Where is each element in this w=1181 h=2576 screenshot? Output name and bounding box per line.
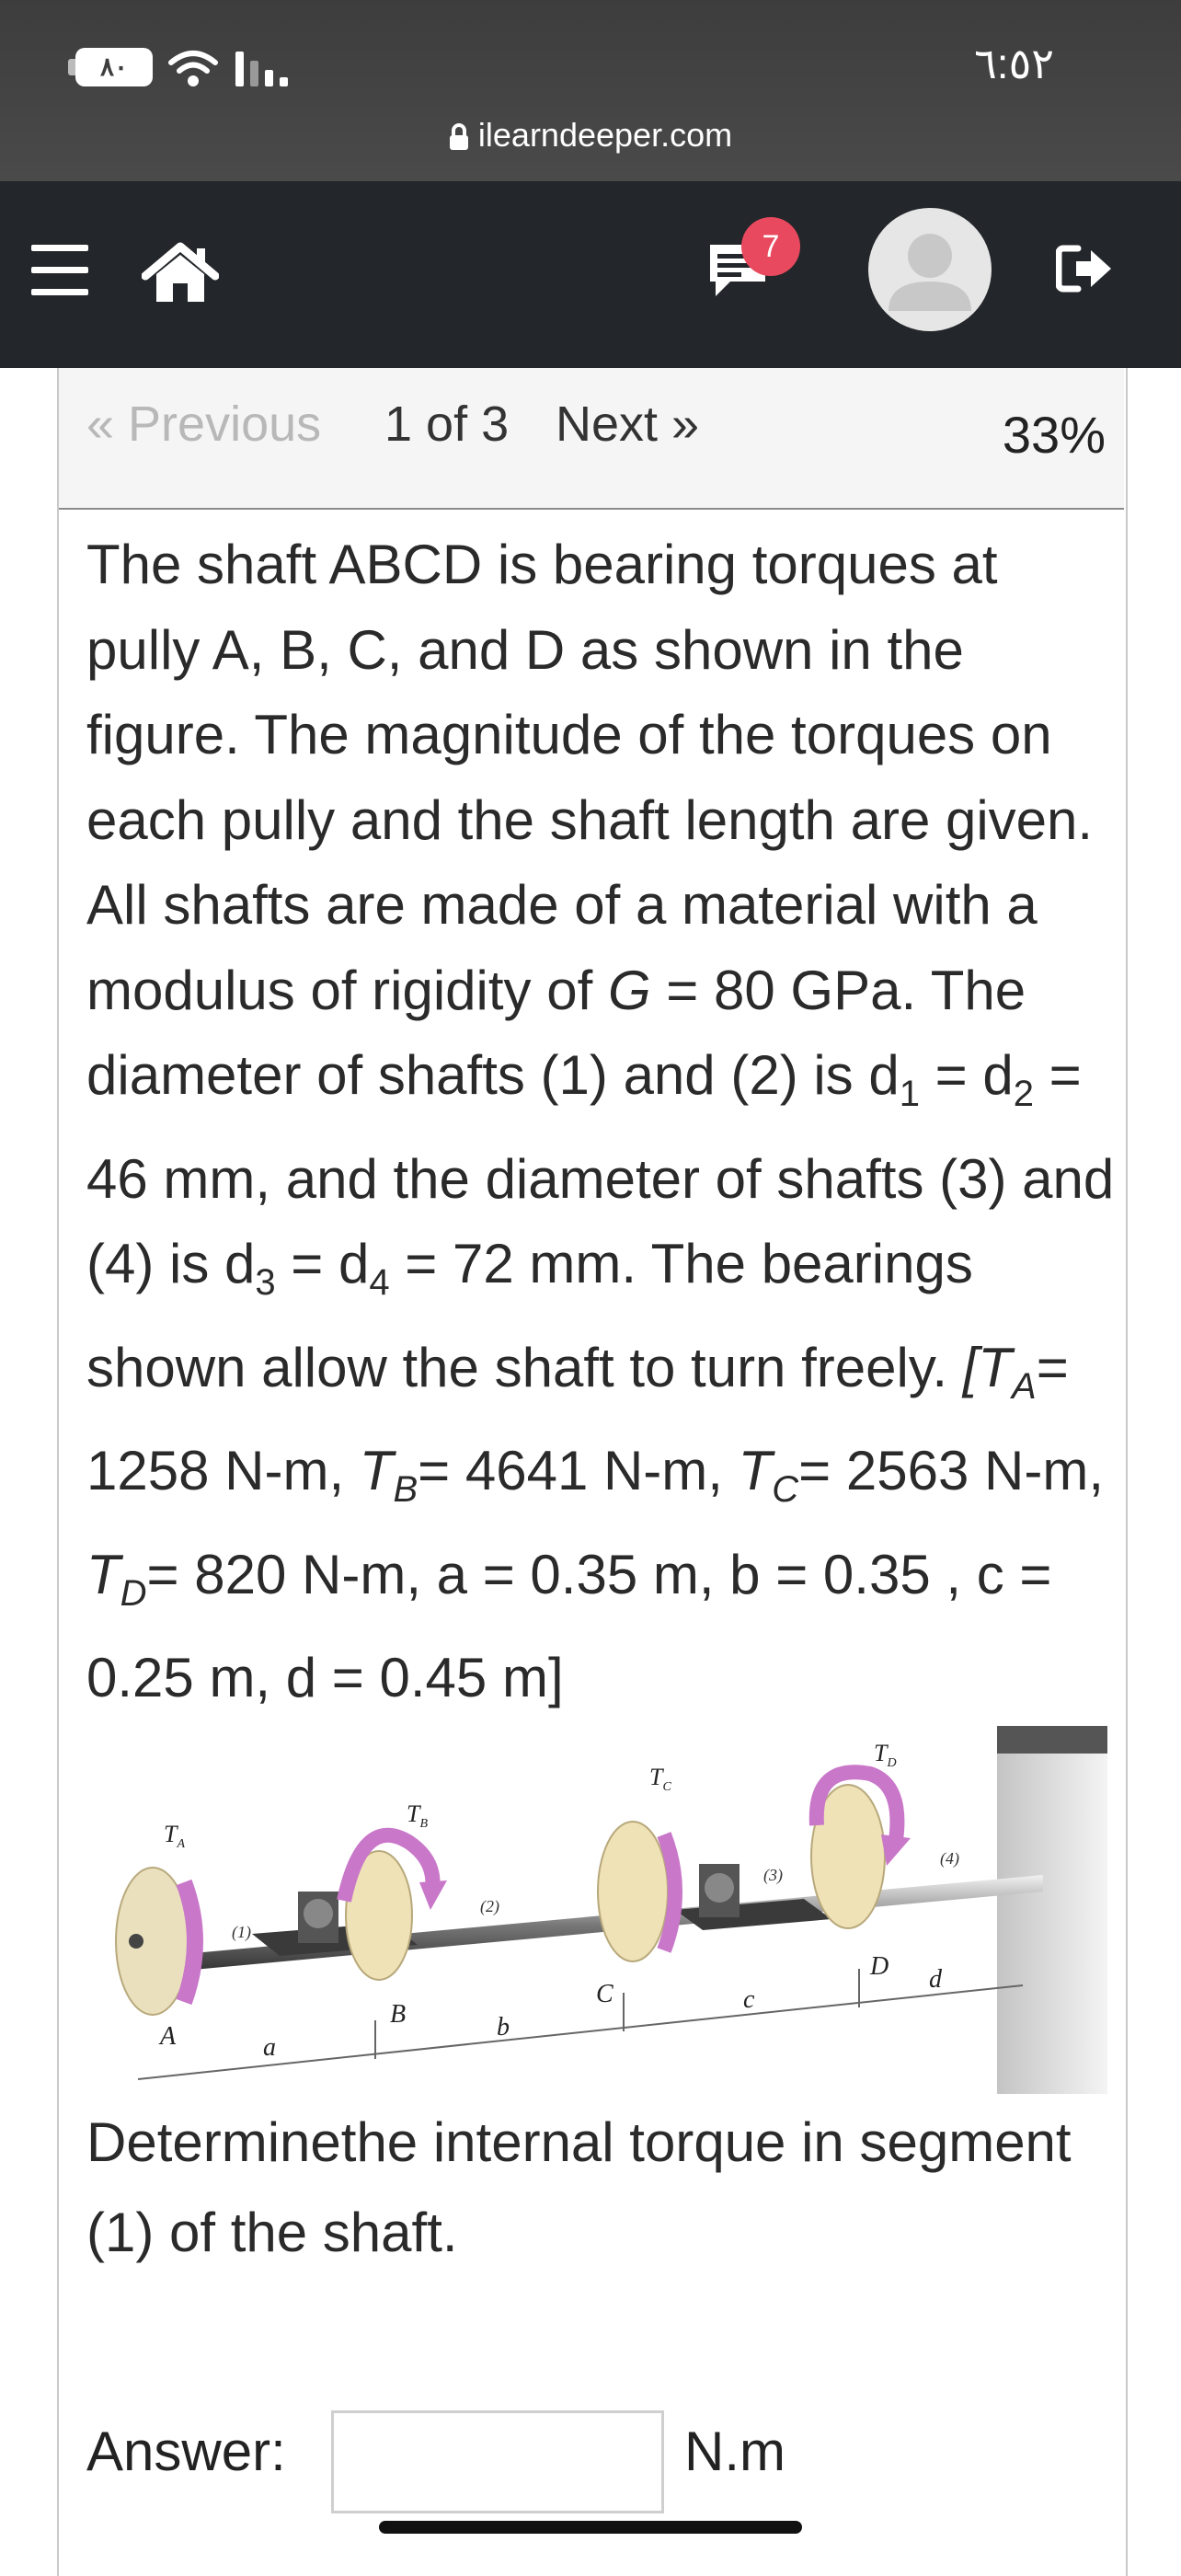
answer-label: Answer: [86, 2421, 286, 2482]
torque-label-b: $T_B$ [407, 1800, 429, 1831]
lock-icon [449, 123, 469, 151]
dim-label-b: b [497, 2013, 510, 2041]
torque-label-a: $T_A$ [164, 1821, 186, 1851]
battery-tip [68, 59, 75, 75]
dim-label-d: d [929, 1965, 942, 1994]
segment-label-1: (1) [232, 1923, 251, 1941]
progress-percent: 33% [1002, 406, 1106, 464]
question-prompt: Determinethe internal torque in segment (1) of the shaft. [86, 2111, 1072, 2263]
shaft-diagram [86, 1726, 1107, 2099]
segment-label-3: (3) [763, 1866, 783, 1884]
pulley-label-d: D [870, 1952, 889, 1981]
status-bar [0, 0, 1181, 181]
url-bar[interactable] [0, 116, 1181, 155]
home-icon[interactable] [142, 241, 219, 305]
notification-badge[interactable]: 7 [741, 217, 800, 276]
pulley-label-c: C [596, 1980, 613, 2008]
menu-icon[interactable] [31, 245, 88, 296]
segment-label-4: (4) [940, 1849, 959, 1868]
question-count: 1 of 3 [384, 397, 510, 452]
wifi-icon [167, 48, 219, 88]
torque-label-d: $T_D$ [874, 1740, 897, 1770]
battery-indicator: ٨٠ [75, 48, 153, 86]
question-pager [59, 368, 1124, 510]
dim-label-a: a [263, 2033, 276, 2062]
pulley-label-a: A [160, 2022, 177, 2051]
next-link[interactable]: Next » [556, 397, 700, 452]
user-silhouette-icon [868, 208, 992, 331]
dim-label-c: c [743, 1985, 755, 2014]
fixed-wall [997, 1726, 1107, 2094]
pulley-a [116, 1868, 195, 2015]
torque-label-c: $T_C$ [649, 1764, 671, 1794]
shaft [123, 1875, 1043, 1976]
pulley-b [344, 1835, 447, 1980]
segment-label-2: (2) [480, 1897, 499, 1915]
user-avatar[interactable] [868, 208, 992, 331]
logout-icon[interactable] [1056, 243, 1113, 294]
clock: ٦:٥٢ [974, 40, 1054, 87]
pulley-label-b: B [390, 2000, 407, 2029]
home-indicator [379, 2521, 802, 2534]
answer-input[interactable] [331, 2410, 664, 2513]
wall-top [997, 1726, 1107, 1754]
answer-unit: N.m [684, 2421, 785, 2482]
dimension-line [138, 1985, 1023, 2079]
cellular-signal-icon [235, 52, 292, 88]
question-text: The shaft ABCD is bearing torques at pully A, B, C, and D as shown in the figure. The magnitude of the torques on each pully and the shaft length are given. All shafts are made of a material with a modulus of rigidity of G = 80 GPa. The diameter of shafts (1) and (2) is $d_1 = d_2 = 46$ mm, and the diameter of shafts (3) and (4) is $d_3 = d_4 = 72$ mm. The bearings shown allow the shaft to turn freely. [$T_A= 1258$ N-m, $T_B= 4641$ N-m, $T_C= 2563$ N-m, $T_D= 820$ N-m, a = 0.35 m, b = 0.35 , c = 0.25 m, d = 0.45 m] [86, 534, 1115, 1708]
pulley-c [598, 1822, 675, 1961]
url-text: ilearndeeper.com [477, 116, 733, 154]
previous-link[interactable]: « Previous [86, 397, 322, 452]
